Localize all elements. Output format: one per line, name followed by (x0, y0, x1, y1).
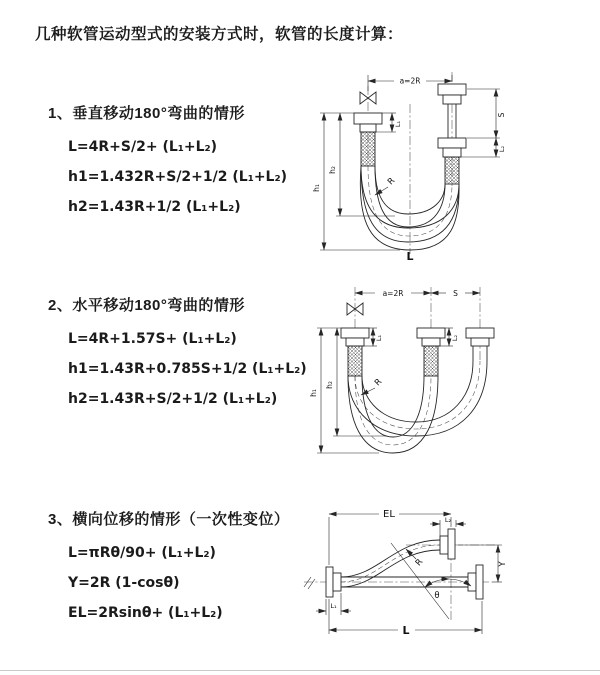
formula-line: h2=1.43R+1/2 (L₁+L₂) (68, 199, 241, 215)
section-2-heading: 2、水平移动180°弯曲的情形 (48, 297, 245, 314)
formula-line: EL=2Rsinθ+ (L₁+L₂) (68, 605, 223, 621)
formula-line: Y=2R (1-cosθ) (68, 575, 180, 591)
dim-label-a2r: a=2R (399, 76, 421, 86)
dim-label-l: L (402, 624, 410, 637)
diagram-lateral-displacement (296, 503, 588, 645)
left-flange (341, 328, 369, 376)
dim-label-r: R (413, 557, 426, 569)
dim-label-l1: L₁ (394, 120, 402, 128)
diagram-vertical-180 (300, 66, 575, 263)
dim-label-el: EL (383, 509, 395, 520)
dim-label-h1: h₁ (312, 184, 321, 192)
dim-label-r: R (385, 175, 398, 188)
formula-line: L=4R+S/2+ (L₁+L₂) (68, 139, 218, 155)
right-flange (438, 84, 466, 184)
upper-flange (440, 529, 455, 559)
formula-line: L=πRθ/90+ (L₁+L₂) (68, 545, 216, 561)
hose-u-bend (360, 166, 459, 250)
right-flange (468, 565, 483, 599)
dim-label-s: S (497, 112, 506, 118)
dim-label-h1: h₁ (309, 389, 318, 397)
dim-label-y: Y (498, 561, 508, 567)
left-flange (326, 567, 341, 597)
dim-label-h2: h₂ (328, 166, 337, 174)
formula-line: h1=1.43R+0.785S+1/2 (L₁+L₂) (68, 361, 307, 377)
section-3 (48, 508, 289, 628)
diagram-lateral-displacement-svg (296, 503, 588, 645)
section-1-heading: 1、垂直移动180°弯曲的情形 (48, 105, 245, 122)
dim-label-l2: L₂ (444, 516, 452, 524)
diagram-vertical-180-svg (300, 66, 575, 263)
dim-label-h2: h₂ (325, 381, 334, 389)
dim-label-s: S (453, 289, 458, 298)
middle-flange (417, 328, 445, 376)
formula-line: h2=1.43R+S/2+1/2 (L₁+L₂) (68, 391, 278, 407)
dim-label-a2r: a=2R (382, 289, 404, 298)
section-3-heading: 3、横向位移的情形（一次性变位） (48, 511, 290, 528)
diagram-horizontal-180 (303, 281, 573, 473)
section-2 (48, 294, 307, 414)
centerlines (355, 287, 480, 445)
left-flange (354, 113, 382, 166)
dim-label-l2: L₂ (498, 145, 506, 153)
formula-line: h1=1.432R+S/2+1/2 (L₁+L₂) (68, 169, 288, 185)
dim-label-l1: L₁ (375, 334, 383, 342)
dim-label-r: R (372, 376, 385, 389)
section-1 (48, 102, 287, 222)
hose-s-curve (341, 540, 440, 587)
dim-label-l2: L₂ (451, 334, 459, 342)
page-bottom-rule (0, 670, 600, 671)
page-title: 几种软管运动型式的安装方式时，软管的长度计算： (35, 26, 404, 43)
diagram-horizontal-180-svg (303, 281, 573, 473)
dim-label-l1: L₁ (330, 602, 337, 610)
dim-label-l: L (406, 250, 414, 263)
angle-label-theta: θ (434, 591, 440, 601)
formula-line: L=4R+1.57S+ (L₁+L₂) (68, 331, 237, 347)
